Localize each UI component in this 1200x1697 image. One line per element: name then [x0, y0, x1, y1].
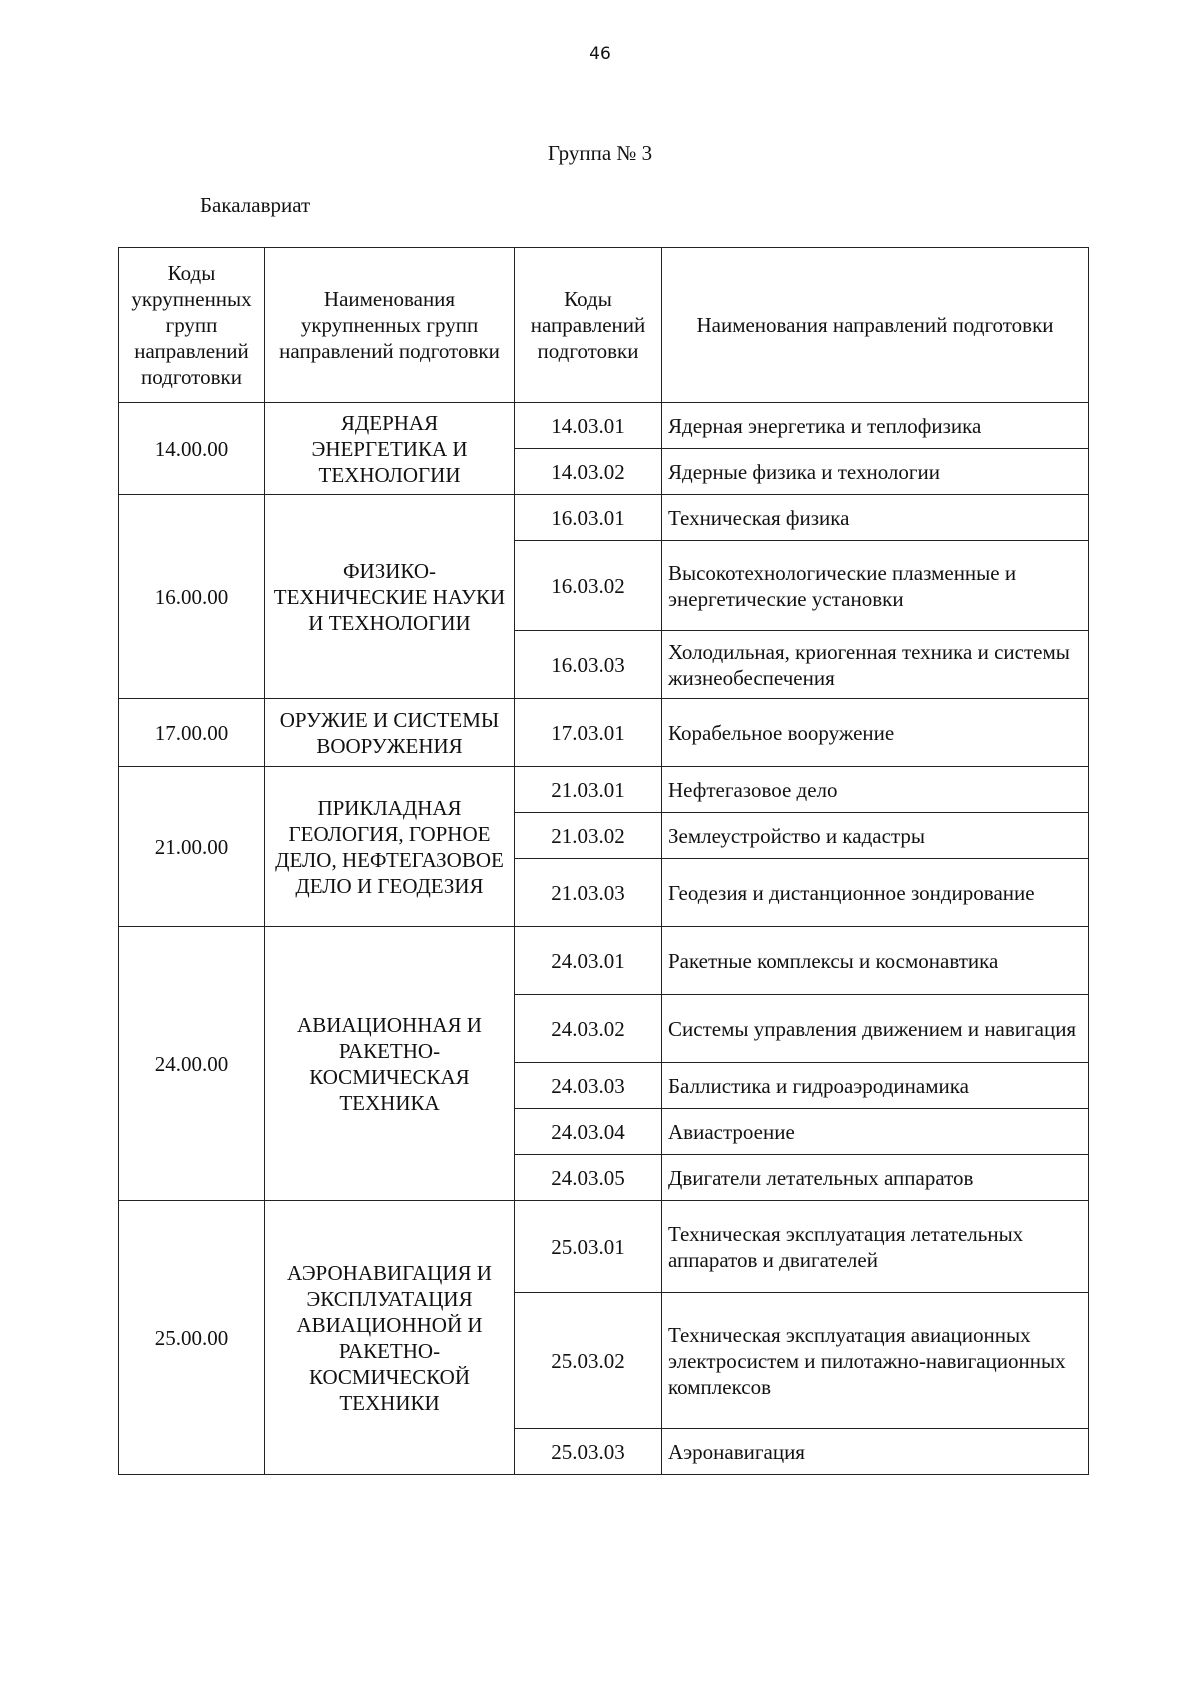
direction-code-cell: 24.03.05 — [515, 1155, 662, 1201]
group-name-cell: АЭРОНАВИГАЦИЯ И ЭКСПЛУАТАЦИЯ АВИАЦИОННОЙ И РАКЕТНО-КОСМИЧЕСКОЙ ТЕХНИКИ — [265, 1201, 515, 1475]
table-row — [119, 767, 1089, 813]
direction-name-cell: Ракетные комплексы и космонавтика — [662, 927, 1089, 995]
direction-code-cell: 16.03.02 — [515, 541, 662, 631]
group-title: Группа № 3 — [547, 141, 653, 165]
direction-code-cell: 16.03.03 — [515, 631, 662, 699]
direction-name-cell: Аэронавигация — [662, 1429, 1089, 1475]
header-row — [119, 248, 1089, 403]
direction-name-cell: Землеустройство и кадастры — [662, 813, 1089, 859]
group-code-cell: 24.00.00 — [119, 927, 265, 1201]
direction-code-cell: 24.03.02 — [515, 995, 662, 1063]
direction-name-cell: Техническая эксплуатация авиационных электросистем и пилотажно-навигационных комплексов — [662, 1293, 1089, 1429]
group-code-cell: 14.00.00 — [119, 403, 265, 495]
table-row — [119, 699, 1089, 767]
group-name-cell: ЯДЕРНАЯ ЭНЕРГЕТИКА И ТЕХНОЛОГИИ — [265, 403, 515, 495]
direction-name-cell: Холодильная, криогенная техника и системы жизнеобеспечения — [662, 631, 1089, 699]
direction-name-cell: Техническая эксплуатация летательных аппаратов и двигателей — [662, 1201, 1089, 1293]
table-row — [119, 403, 1089, 449]
group-name-cell: ФИЗИКО-ТЕХНИЧЕСКИЕ НАУКИ И ТЕХНОЛОГИИ — [265, 495, 515, 699]
group-name-cell: АВИАЦИОННАЯ И РАКЕТНО-КОСМИЧЕСКАЯ ТЕХНИКА — [265, 927, 515, 1201]
page-number: 46 — [589, 44, 611, 64]
table-row — [119, 1201, 1089, 1293]
table-row — [119, 927, 1089, 995]
table-body — [119, 403, 1089, 1475]
direction-code-cell: 14.03.01 — [515, 403, 662, 449]
education-level-label: Бакалавриат — [200, 193, 311, 217]
table-header — [119, 248, 1089, 403]
directions-table — [118, 247, 1089, 1475]
direction-name-cell: Баллистика и гидроаэродинамика — [662, 1063, 1089, 1109]
header-direction-code: Коды направлений подготовки — [515, 248, 662, 403]
direction-name-cell: Ядерные физика и технологии — [662, 449, 1089, 495]
direction-name-cell: Корабельное вооружение — [662, 699, 1089, 767]
direction-code-cell: 24.03.03 — [515, 1063, 662, 1109]
direction-code-cell: 14.03.02 — [515, 449, 662, 495]
header-group-name: Наименования укрупненных групп направлений подготовки — [265, 248, 515, 403]
group-code-cell: 17.00.00 — [119, 699, 265, 767]
group-code-cell: 16.00.00 — [119, 495, 265, 699]
header-group-code: Коды укрупненных групп направлений подготовки — [119, 248, 265, 403]
direction-name-cell: Ядерная энергетика и теплофизика — [662, 403, 1089, 449]
direction-name-cell: Авиастроение — [662, 1109, 1089, 1155]
group-code-cell: 25.00.00 — [119, 1201, 265, 1475]
direction-code-cell: 21.03.01 — [515, 767, 662, 813]
direction-name-cell: Техническая физика — [662, 495, 1089, 541]
direction-name-cell: Высокотехнологические плазменные и энергетические установки — [662, 541, 1089, 631]
direction-name-cell: Нефтегазовое дело — [662, 767, 1089, 813]
direction-code-cell: 25.03.03 — [515, 1429, 662, 1475]
direction-code-cell: 25.03.01 — [515, 1201, 662, 1293]
direction-code-cell: 17.03.01 — [515, 699, 662, 767]
group-name-cell: ОРУЖИЕ И СИСТЕМЫ ВООРУЖЕНИЯ — [265, 699, 515, 767]
direction-code-cell: 24.03.01 — [515, 927, 662, 995]
direction-code-cell: 25.03.02 — [515, 1293, 662, 1429]
direction-name-cell: Двигатели летательных аппаратов — [662, 1155, 1089, 1201]
direction-code-cell: 21.03.02 — [515, 813, 662, 859]
direction-name-cell: Геодезия и дистанционное зондирование — [662, 859, 1089, 927]
header-direction-name: Наименования направлений подготовки — [662, 248, 1089, 403]
group-code-cell: 21.00.00 — [119, 767, 265, 927]
table-row — [119, 495, 1089, 541]
direction-code-cell: 24.03.04 — [515, 1109, 662, 1155]
direction-code-cell: 21.03.03 — [515, 859, 662, 927]
group-name-cell: ПРИКЛАДНАЯ ГЕОЛОГИЯ, ГОРНОЕ ДЕЛО, НЕФТЕГАЗОВОЕ ДЕЛО И ГЕОДЕЗИЯ — [265, 767, 515, 927]
direction-code-cell: 16.03.01 — [515, 495, 662, 541]
direction-name-cell: Системы управления движением и навигация — [662, 995, 1089, 1063]
